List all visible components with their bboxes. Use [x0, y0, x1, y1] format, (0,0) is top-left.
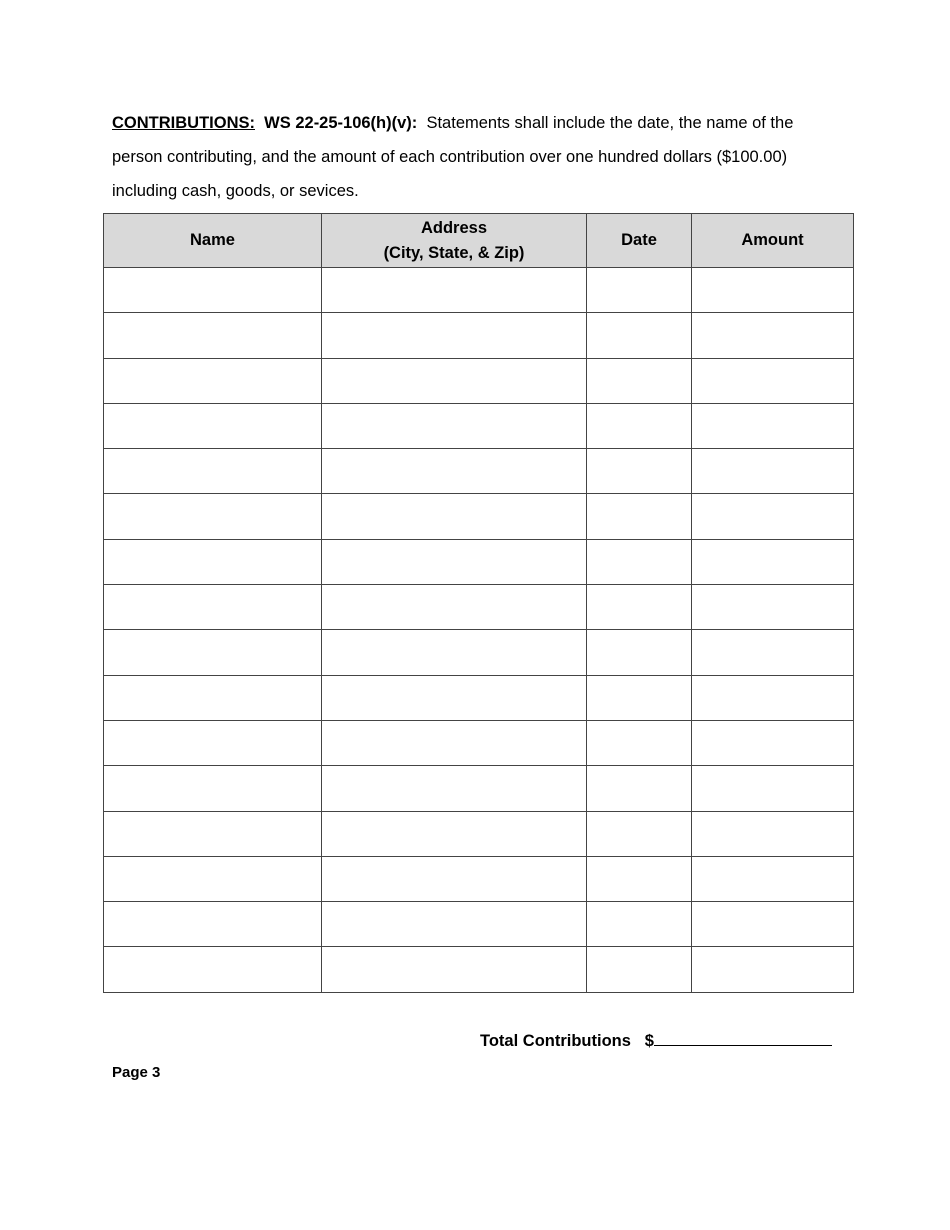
amount-cell[interactable]: [692, 268, 854, 313]
name-cell[interactable]: [104, 358, 322, 403]
amount-cell[interactable]: [692, 449, 854, 494]
total-label: Total Contributions: [480, 1032, 631, 1050]
amount-cell[interactable]: [692, 947, 854, 992]
contributions-instructions: [112, 106, 832, 208]
address-cell[interactable]: [322, 720, 587, 765]
amount-cell[interactable]: [692, 902, 854, 947]
date-cell[interactable]: [587, 856, 692, 901]
name-cell[interactable]: [104, 494, 322, 539]
table-row: [104, 720, 854, 765]
address-cell[interactable]: [322, 947, 587, 992]
name-cell[interactable]: [104, 585, 322, 630]
date-cell[interactable]: [587, 268, 692, 313]
address-column-header: [322, 214, 587, 268]
date-cell[interactable]: [587, 675, 692, 720]
date-cell[interactable]: [587, 947, 692, 992]
address-cell[interactable]: [322, 403, 587, 448]
table-row: [104, 675, 854, 720]
amount-cell[interactable]: [692, 494, 854, 539]
date-cell[interactable]: [587, 766, 692, 811]
address-cell[interactable]: [322, 766, 587, 811]
table-row: [104, 947, 854, 992]
table-row: [104, 313, 854, 358]
table-row: [104, 268, 854, 313]
name-cell[interactable]: [104, 902, 322, 947]
date-cell[interactable]: [587, 403, 692, 448]
address-header-line: Address: [420, 218, 488, 237]
date-cell[interactable]: [587, 720, 692, 765]
name-cell[interactable]: [104, 539, 322, 584]
table-row: [104, 358, 854, 403]
table-row: [104, 811, 854, 856]
name-cell[interactable]: [104, 630, 322, 675]
date-cell[interactable]: [587, 358, 692, 403]
address-cell[interactable]: [322, 449, 587, 494]
name-cell[interactable]: [104, 766, 322, 811]
name-column-header: Name: [104, 214, 322, 268]
total-contributions: [480, 1029, 832, 1051]
table-row: [104, 630, 854, 675]
date-cell[interactable]: [587, 630, 692, 675]
amount-cell[interactable]: [692, 358, 854, 403]
table-row: [104, 494, 854, 539]
address-cell[interactable]: [322, 585, 587, 630]
instructions-text: Statements shall include the date, the name of the person contributing, and the amount of each contribution over one hundred dollars ($100.00) including cash, goods, or sevices.: [112, 114, 794, 200]
date-cell[interactable]: [587, 539, 692, 584]
address-cell[interactable]: [322, 811, 587, 856]
amount-cell[interactable]: [692, 313, 854, 358]
table-row: [104, 856, 854, 901]
table-row: [104, 449, 854, 494]
page-number: Page 3: [112, 1064, 161, 1081]
name-cell[interactable]: [104, 313, 322, 358]
name-cell[interactable]: [104, 268, 322, 313]
date-cell[interactable]: [587, 313, 692, 358]
total-amount-blank[interactable]: [654, 1029, 832, 1046]
address-cell[interactable]: [322, 856, 587, 901]
section-heading: CONTRIBUTIONS:: [112, 114, 255, 132]
date-column-header: Date: [587, 214, 692, 268]
name-cell[interactable]: [104, 947, 322, 992]
amount-cell[interactable]: [692, 766, 854, 811]
name-cell[interactable]: [104, 811, 322, 856]
amount-cell[interactable]: [692, 403, 854, 448]
address-cell[interactable]: [322, 313, 587, 358]
amount-column-header: Amount: [692, 214, 854, 268]
amount-cell[interactable]: [692, 630, 854, 675]
table-row: [104, 585, 854, 630]
contributions-table: [103, 213, 854, 993]
address-cell[interactable]: [322, 358, 587, 403]
amount-cell[interactable]: [692, 585, 854, 630]
date-cell[interactable]: [587, 811, 692, 856]
date-cell[interactable]: [587, 494, 692, 539]
table-row: [104, 766, 854, 811]
statute-reference: WS 22-25-106(h)(v):: [264, 114, 418, 132]
address-header-subline: (City, State, & Zip): [383, 243, 525, 262]
name-cell[interactable]: [104, 720, 322, 765]
total-currency: $: [644, 1032, 654, 1050]
date-cell[interactable]: [587, 585, 692, 630]
amount-cell[interactable]: [692, 720, 854, 765]
amount-cell[interactable]: [692, 811, 854, 856]
address-cell[interactable]: [322, 675, 587, 720]
table-row: [104, 902, 854, 947]
address-cell[interactable]: [322, 268, 587, 313]
name-cell[interactable]: [104, 449, 322, 494]
name-cell[interactable]: [104, 856, 322, 901]
name-cell[interactable]: [104, 403, 322, 448]
table-header-row: [104, 214, 854, 268]
address-cell[interactable]: [322, 539, 587, 584]
table-row: [104, 403, 854, 448]
date-cell[interactable]: [587, 449, 692, 494]
address-cell[interactable]: [322, 494, 587, 539]
amount-cell[interactable]: [692, 675, 854, 720]
amount-cell[interactable]: [692, 856, 854, 901]
address-cell[interactable]: [322, 902, 587, 947]
table-body: [104, 268, 854, 993]
name-cell[interactable]: [104, 675, 322, 720]
address-cell[interactable]: [322, 630, 587, 675]
date-cell[interactable]: [587, 902, 692, 947]
amount-cell[interactable]: [692, 539, 854, 584]
table-row: [104, 539, 854, 584]
